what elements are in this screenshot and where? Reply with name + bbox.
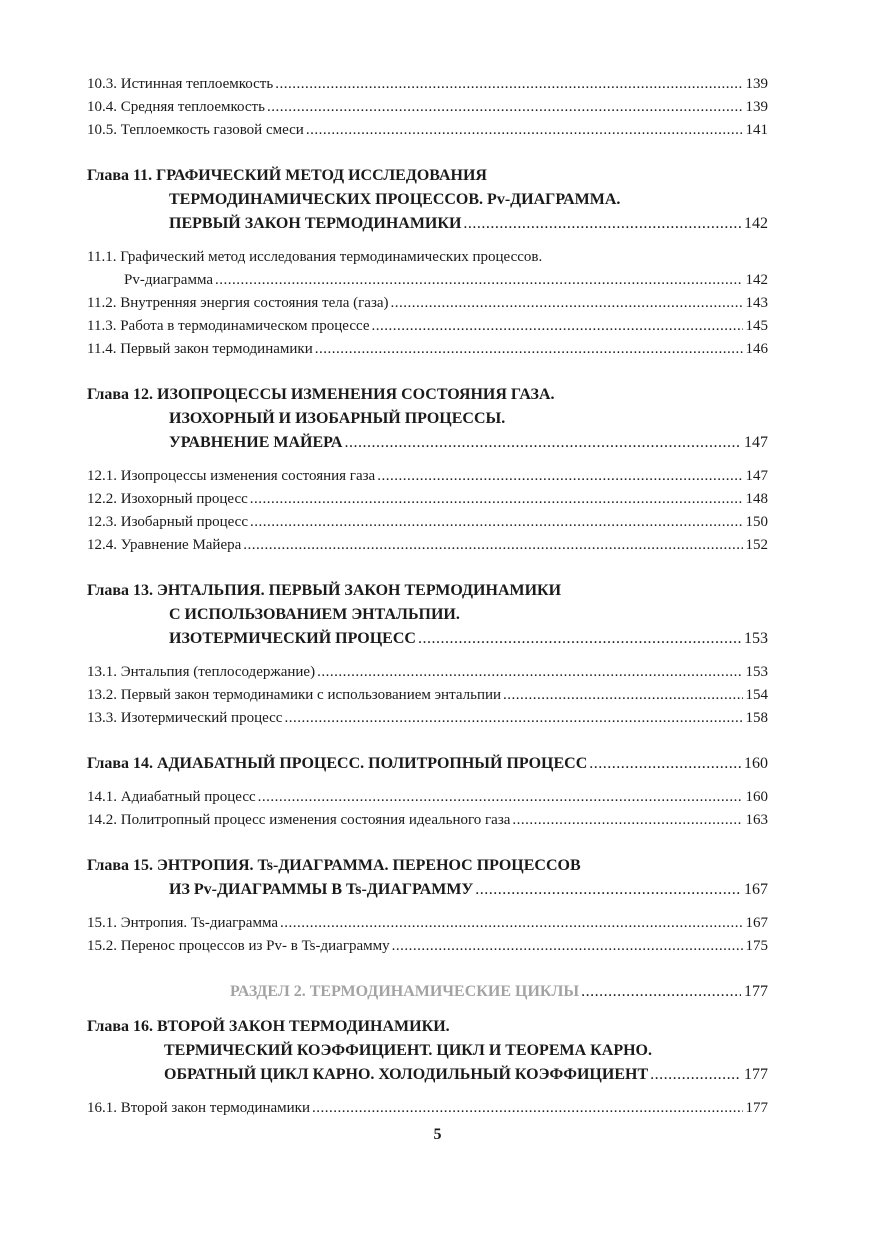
chapter-title-line: ИЗОХОРНЫЙ И ИЗОБАРНЫЙ ПРОЦЕССЫ. — [169, 410, 506, 427]
toc-entry: 12.1. Изопроцессы изменения состояния газа ..... 147 — [87, 465, 768, 488]
toc-entry: 13.3. Изотермический процесс ..... 158 — [87, 707, 768, 730]
section-heading — [87, 980, 768, 1003]
table-of-contents — [87, 73, 768, 1120]
toc-entry: 10.4. Средняя теплоемкость ..... 139 — [87, 96, 768, 119]
toc-entry-continuation: Pv-диаграмма ..... 142 — [87, 269, 768, 292]
chapter-title-last-line: Глава 14. АДИАБАТНЫЙ ПРОЦЕСС. ПОЛИТРОПНЫЙ ПРОЦЕСС ..... 160 — [87, 752, 768, 776]
toc-entry: 11.2. Внутренняя энергия состояния тела (газа) ..... 143 — [87, 292, 768, 315]
toc-entry: 16.1. Второй закон термодинамики ..... 177 — [87, 1097, 768, 1120]
chapter-title-last-line: ИЗОТЕРМИЧЕСКИЙ ПРОЦЕСС ..... 153 — [87, 627, 768, 651]
section-title: РАЗДЕЛ 2. ТЕРМОДИНАМИЧЕСКИЕ ЦИКЛЫ ..... 177 — [87, 980, 768, 1003]
chapter-title-line: ТЕРМИЧЕСКИЙ КОЭФФИЦИЕНТ. ЦИКЛ И ТЕОРЕМА КАРНО. — [164, 1042, 652, 1059]
chapter-heading — [87, 854, 768, 902]
chapter-heading — [87, 383, 768, 455]
chapter-heading — [87, 579, 768, 651]
toc-entry: 11.3. Работа в термодинамическом процессе ..... 145 — [87, 315, 768, 338]
page-number: 5 — [433, 1126, 442, 1143]
chapter-heading — [87, 752, 768, 776]
chapter-title-line: Глава 16. ВТОРОЙ ЗАКОН ТЕРМОДИНАМИКИ. — [87, 1018, 450, 1035]
chapter-title-last-line: ПЕРВЫЙ ЗАКОН ТЕРМОДИНАМИКИ ..... 142 — [87, 212, 768, 236]
toc-entry: 13.2. Первый закон термодинамики с использованием энтальпии ..... 154 — [87, 684, 768, 707]
toc-entry: 15.2. Перенос процессов из Pv- в Ts-диаграмму ..... 175 — [87, 935, 768, 958]
chapter-title-line: Глава 13. ЭНТАЛЬПИЯ. ПЕРВЫЙ ЗАКОН ТЕРМОДИНАМИКИ — [87, 582, 562, 599]
chapter-title-last-line: УРАВНЕНИЕ МАЙЕРА ..... 147 — [87, 431, 768, 455]
toc-entry: 15.1. Энтропия. Ts-диаграмма ..... 167 — [87, 912, 768, 935]
toc-entry: 11.1. Графический метод исследования термодинамических процессов. — [87, 249, 543, 265]
toc-entry: 13.1. Энтальпия (теплосодержание) ..... 153 — [87, 661, 768, 684]
chapter-title-last-line: ИЗ Pv-ДИАГРАММЫ В Ts-ДИАГРАММУ ..... 167 — [87, 878, 768, 902]
chapter-title-line: С ИСПОЛЬЗОВАНИЕМ ЭНТАЛЬПИИ. — [169, 606, 460, 623]
chapter-title-line: Глава 12. ИЗОПРОЦЕССЫ ИЗМЕНЕНИЯ СОСТОЯНИЯ ГАЗА. — [87, 386, 555, 403]
toc-entry: 10.3. Истинная теплоемкость ..... 139 — [87, 73, 768, 96]
toc-entry: 12.3. Изобарный процесс ..... 150 — [87, 511, 768, 534]
chapter-title-last-line: ОБРАТНЫЙ ЦИКЛ КАРНО. ХОЛОДИЛЬНЫЙ КОЭФФИЦИЕНТ ..... 177 — [87, 1063, 768, 1087]
toc-entry: 14.2. Политропный процесс изменения состояния идеального газа ..... 163 — [87, 809, 768, 832]
chapter-heading — [87, 1015, 768, 1087]
toc-entry: 14.1. Адиабатный процесс ..... 160 — [87, 786, 768, 809]
toc-entry: 12.2. Изохорный процесс ..... 148 — [87, 488, 768, 511]
chapter-title-line: ТЕРМОДИНАМИЧЕСКИХ ПРОЦЕССОВ. Pv-ДИАГРАММА. — [169, 191, 621, 208]
chapter-title-line: Глава 11. ГРАФИЧЕСКИЙ МЕТОД ИССЛЕДОВАНИЯ — [87, 167, 487, 184]
toc-entry: 10.5. Теплоемкость газовой смеси ..... 141 — [87, 119, 768, 142]
toc-entry: 11.4. Первый закон термодинамики ..... 146 — [87, 338, 768, 361]
chapter-title-line: Глава 15. ЭНТРОПИЯ. Ts-ДИАГРАММА. ПЕРЕНОС ПРОЦЕССОВ — [87, 857, 581, 874]
chapter-heading — [87, 164, 768, 236]
toc-entry: 12.4. Уравнение Майера ..... 152 — [87, 534, 768, 557]
